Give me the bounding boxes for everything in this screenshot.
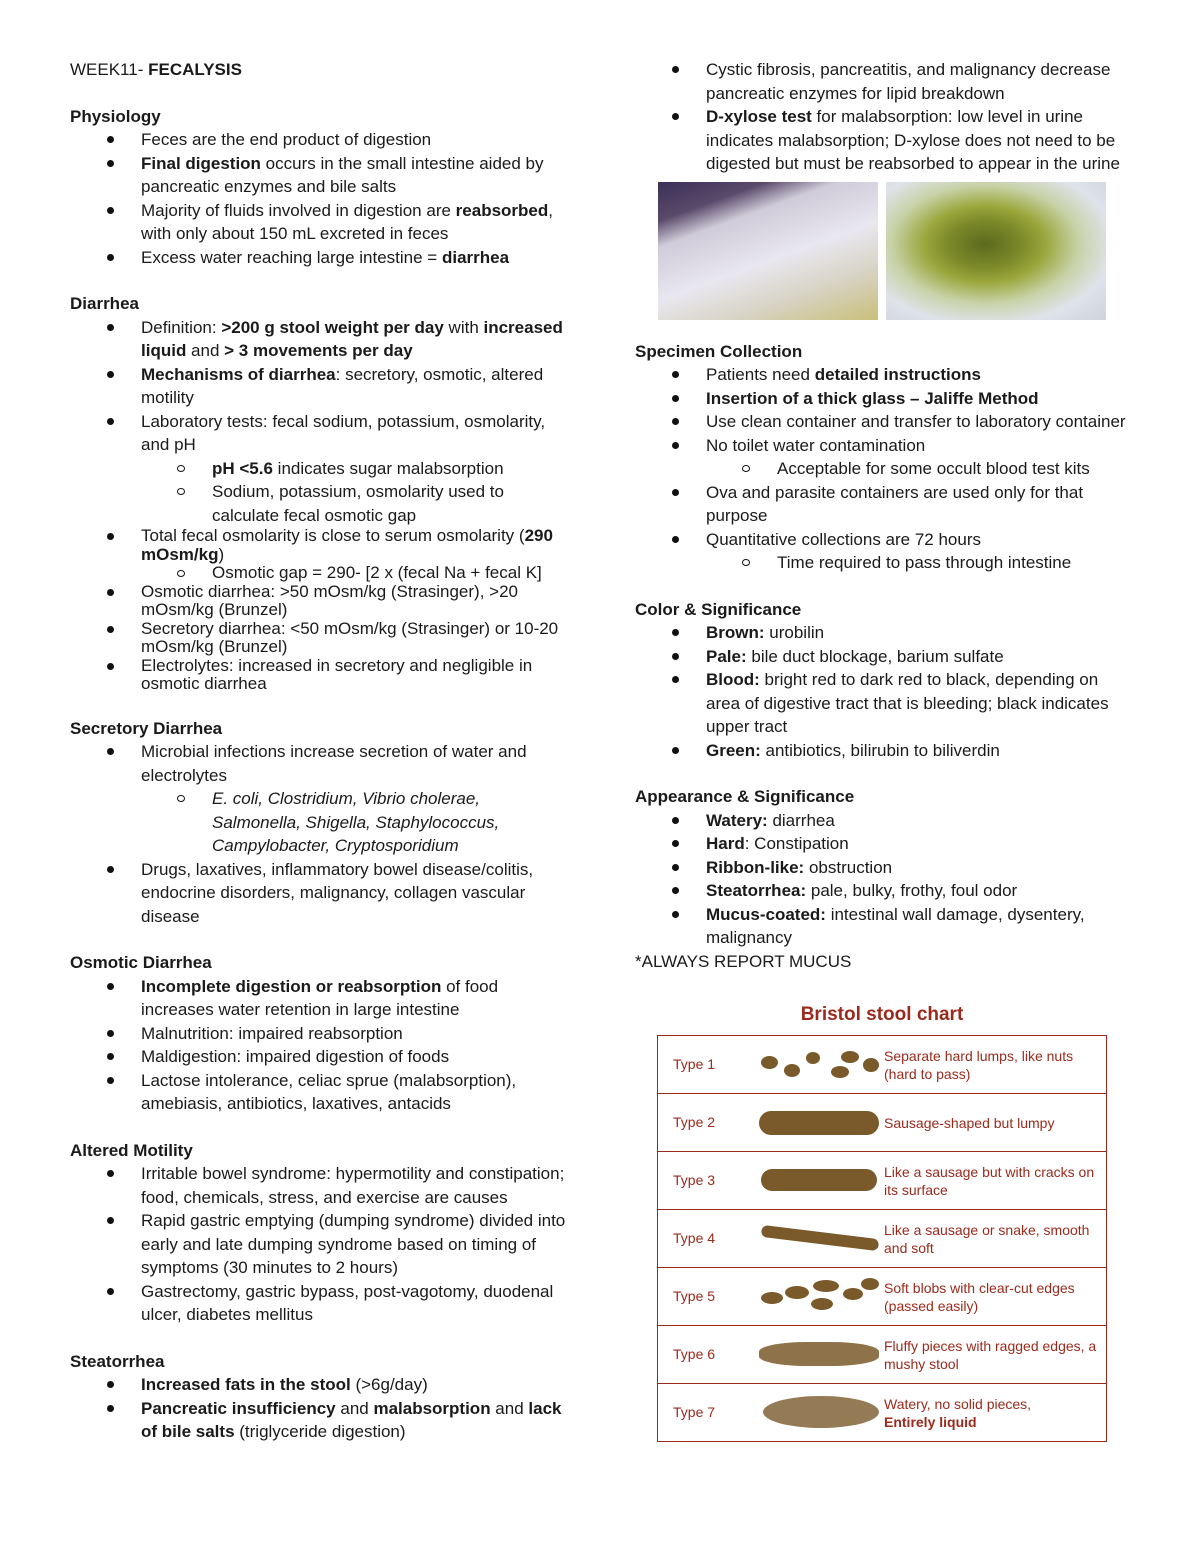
list-item: Hard: Constipation: [635, 832, 1135, 856]
list-item: Use clean container and transfer to laboratory container: [635, 410, 1135, 434]
list-item: Ribbon-like: obstruction: [635, 856, 1135, 880]
sub-list-item: Acceptable for some occult blood test kits: [635, 457, 1135, 481]
bristol-description: Separate hard lumps, like nuts (hard to pass): [884, 1047, 1074, 1082]
bristol-type-label: Type 5: [673, 1287, 716, 1304]
list-item: Steatorrhea: pale, bulky, frothy, foul odor: [635, 879, 1135, 903]
list-item: Patients need detailed instructions: [635, 363, 1135, 387]
bristol-description: Soft blobs with clear-cut edges (passed easily): [884, 1279, 1075, 1314]
list-item: D-xylose test for malabsorption: low level in urine indicates malabsorption; D-xylose does not need to be digested but must be reabsorbed to appear in the urine: [635, 105, 1135, 176]
list-item: Incomplete digestion or reabsorption of food increases water retention in large intestine: [70, 975, 570, 1022]
photo-row: [658, 182, 1135, 322]
bristol-row: [658, 1383, 1106, 1441]
steatorrhea-list: [70, 1373, 570, 1444]
list-item: Gastrectomy, gastric bypass, post-vagotomy, duodenal ulcer, diabetes mellitus: [70, 1280, 570, 1327]
diarrhea-list: [70, 316, 570, 528]
secretory-diarrhea-heading: Secretory Diarrhea: [70, 718, 223, 738]
specimen-collection-list: [635, 363, 1135, 575]
physiology-heading: Physiology: [70, 106, 161, 126]
type4-stool-icon: [751, 1210, 884, 1267]
list-item: Mucus-coated: intestinal wall damage, dysentery, malignancy: [635, 903, 1135, 950]
green-stool-photo: [886, 182, 1106, 320]
altered-motility-list: [70, 1162, 570, 1327]
list-item: Increased fats in the stool (>6g/day): [70, 1373, 570, 1397]
list-item: Excess water reaching large intestine = diarrhea: [70, 246, 570, 270]
document-title: WEEK11- FECALYSIS: [70, 60, 242, 79]
list-item: Mechanisms of diarrhea: secretory, osmotic, altered motility: [70, 363, 570, 410]
bristol-type-label: Type 6: [673, 1345, 716, 1362]
color-significance-list: [635, 621, 1135, 762]
bristol-row: [658, 1151, 1106, 1209]
type6-stool-icon: [751, 1326, 884, 1383]
list-item: Watery: diarrhea: [635, 809, 1135, 833]
list-item: Total fecal osmolarity is close to serum osmolarity (290 mOsm/kg) Osmotic gap = 290- [2 x (fecal Na + fecal K]: [70, 527, 570, 583]
diarrhea-tight-block: [70, 527, 570, 694]
bristol-description: Watery, no solid pieces, Entirely liquid: [884, 1395, 1032, 1430]
right-column: [635, 58, 1135, 1442]
list-item: Blood: bright red to dark red to black, depending on area of digestive tract that is bleeding; black indicates upper tract: [635, 668, 1135, 739]
steatorrhea-heading: Steatorrhea: [70, 1351, 165, 1371]
appearance-significance-heading: Appearance & Significance: [635, 787, 855, 806]
bristol-type-label: Type 4: [673, 1229, 716, 1246]
list-item: Laboratory tests: fecal sodium, potassium, osmolarity, and pH pH <5.6 indicates sugar malabsorption Sodium, potassium, osmolarity used to calculate fecal osmotic gap: [70, 410, 570, 528]
list-item: Secretory diarrhea: <50 mOsm/kg (Strasinger) or 10-20 mOsm/kg (Brunzel): [70, 620, 570, 657]
list-item: Ova and parasite containers are used only for that purpose: [635, 481, 1135, 528]
bristol-row: [658, 1209, 1106, 1267]
list-item: Pancreatic insufficiency and malabsorption and lack of bile salts (triglyceride digestion): [70, 1397, 570, 1444]
list-item: Drugs, laxatives, inflammatory bowel disease/colitis, endocrine disorders, malignancy, collagen vascular disease: [70, 858, 570, 929]
type1-stool-icon: [751, 1036, 884, 1093]
list-item: Maldigestion: impaired digestion of foods: [70, 1045, 570, 1069]
bristol-description: Fluffy pieces with ragged edges, a mushy stool: [884, 1337, 1097, 1372]
bristol-stool-chart: [657, 1003, 1107, 1442]
list-item: Lactose intolerance, celiac sprue (malabsorption), amebiasis, antibiotics, laxatives, antacids: [70, 1069, 570, 1116]
list-item: No toilet water contamination Acceptable for some occult blood test kits: [635, 434, 1135, 481]
list-item: Green: antibiotics, bilirubin to biliverdin: [635, 739, 1135, 763]
list-item: Pale: bile duct blockage, barium sulfate: [635, 645, 1135, 669]
list-item: Irritable bowel syndrome: hypermotility and constipation; food, chemicals, stress, and exercise are causes: [70, 1162, 570, 1209]
bristol-chart-title: Bristol stool chart: [800, 1004, 964, 1025]
list-item: Rapid gastric emptying (dumping syndrome) divided into early and late dumping syndrome based on timing of symptoms (30 minutes to 2 hours): [70, 1209, 570, 1280]
list-item: Cystic fibrosis, pancreatitis, and malignancy decrease pancreatic enzymes for lipid breakdown: [635, 58, 1135, 105]
osmotic-diarrhea-list: [70, 975, 570, 1116]
list-item: Microbial infections increase secretion of water and electrolytes E. coli, Clostridium, Vibrio cholerae, Salmonella, Shigella, Staphylococcus, Campylobacter, Cryptosporidium: [70, 740, 570, 858]
type2-stool-icon: [751, 1094, 884, 1151]
sub-list-item: pH <5.6 indicates sugar malabsorption: [70, 457, 570, 481]
appearance-significance-list: [635, 809, 1135, 950]
list-item: Feces are the end product of digestion: [70, 128, 570, 152]
list-item: Osmotic diarrhea: >50 mOsm/kg (Strasinger), >20 mOsm/kg (Brunzel): [70, 583, 570, 620]
specimen-collection-heading: Specimen Collection: [635, 341, 803, 361]
list-item: Brown: urobilin: [635, 621, 1135, 645]
type3-stool-icon: [751, 1152, 884, 1209]
mucus-note: *ALWAYS REPORT MUCUS: [635, 951, 852, 971]
bristol-type-label: Type 7: [673, 1403, 716, 1420]
osmotic-diarrhea-heading: Osmotic Diarrhea: [70, 953, 212, 972]
sub-list-item: Time required to pass through intestine: [635, 551, 1135, 575]
diarrhea-heading: Diarrhea: [70, 294, 139, 313]
sub-list-item: Osmotic gap = 290- [2 x (fecal Na + fecal K]: [70, 564, 570, 583]
color-significance-heading: Color & Significance: [635, 599, 802, 619]
bristol-description: Sausage-shaped but lumpy: [884, 1114, 1055, 1131]
bristol-row: [658, 1267, 1106, 1325]
bristol-row: [658, 1325, 1106, 1383]
bristol-table: [657, 1035, 1107, 1442]
bristol-type-label: Type 3: [673, 1171, 716, 1188]
sub-list-item: E. coli, Clostridium, Vibrio cholerae, Salmonella, Shigella, Staphylococcus, Campylobacter, Cryptosporidium: [70, 787, 570, 858]
stool-specimen-photo: [658, 182, 878, 320]
left-column: [70, 58, 570, 1444]
list-item: Malnutrition: impaired reabsorption: [70, 1022, 570, 1046]
sub-list-item: Sodium, potassium, osmolarity used to calculate fecal osmotic gap: [70, 480, 570, 527]
bristol-row: [658, 1036, 1106, 1093]
bristol-description: Like a sausage but with cracks on its surface: [884, 1163, 1095, 1198]
list-item: Quantitative collections are 72 hours Time required to pass through intestine: [635, 528, 1135, 575]
list-item: Majority of fluids involved in digestion are reabsorbed, with only about 150 mL excreted in feces: [70, 199, 570, 246]
bristol-row: [658, 1093, 1106, 1151]
list-item: Insertion of a thick glass – Jaliffe Method: [635, 387, 1135, 411]
type5-stool-icon: [751, 1268, 884, 1325]
altered-motility-heading: Altered Motility: [70, 1140, 193, 1160]
bristol-type-label: Type 1: [673, 1055, 716, 1072]
list-item: Definition: >200 g stool weight per day with increased liquid and > 3 movements per day: [70, 316, 570, 363]
type7-stool-icon: [751, 1384, 884, 1441]
bristol-description: Like a sausage or snake, smooth and soft: [884, 1221, 1090, 1256]
list-item: Final digestion occurs in the small intestine aided by pancreatic enzymes and bile salts: [70, 152, 570, 199]
physiology-list: [70, 128, 570, 269]
secretory-diarrhea-list: [70, 740, 570, 928]
bristol-type-label: Type 2: [673, 1113, 716, 1130]
steatorrhea-list-continued: [635, 58, 1135, 176]
list-item: Electrolytes: increased in secretory and negligible in osmotic diarrhea: [70, 657, 570, 694]
